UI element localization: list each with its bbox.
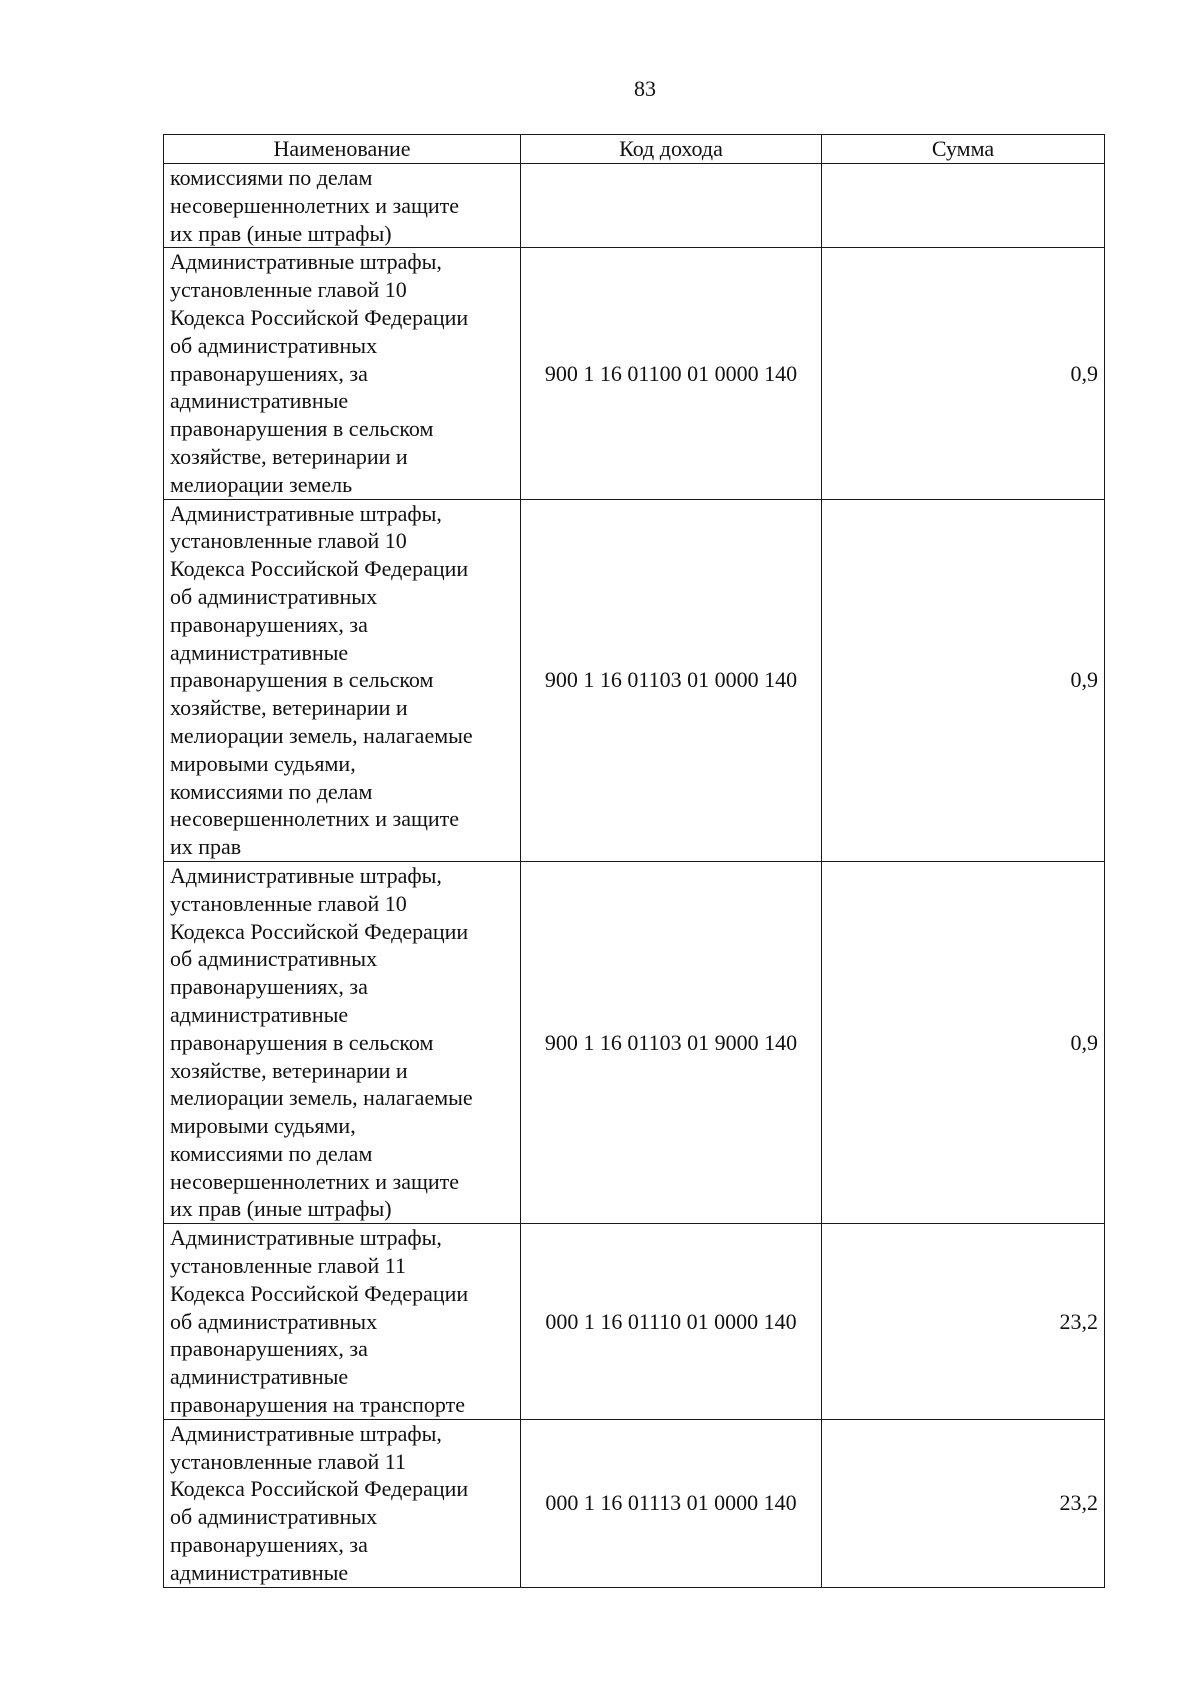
revenue-code-cell: 900 1 16 01100 01 0000 140	[521, 248, 822, 499]
revenue-name-cell: Административные штрафы, установленные главой 11 Кодекса Российской Федерации об административных правонарушениях, за административные	[164, 1419, 521, 1587]
revenue-table	[163, 134, 1105, 1588]
table-row	[164, 499, 1105, 861]
revenue-sum-cell: 23,2	[822, 1419, 1105, 1587]
table-row	[164, 1224, 1105, 1420]
header-row	[164, 135, 1105, 164]
revenue-name-cell: Административные штрафы, установленные главой 10 Кодекса Российской Федерации об административных правонарушениях, за административные правонарушения в сельском хозяйстве, ветеринарии и мелиорации земель	[164, 248, 521, 499]
revenue-sum-cell	[822, 164, 1105, 248]
column-header-sum: Сумма	[822, 135, 1105, 164]
table-body	[164, 164, 1105, 1588]
table-row	[164, 164, 1105, 248]
revenue-code-cell: 000 1 16 01110 01 0000 140	[521, 1224, 822, 1420]
table-row	[164, 248, 1105, 499]
revenue-sum-cell: 0,9	[822, 861, 1105, 1223]
table-header	[164, 135, 1105, 164]
revenue-sum-cell: 0,9	[822, 248, 1105, 499]
revenue-sum-cell: 0,9	[822, 499, 1105, 861]
revenue-name-cell: Административные штрафы, установленные главой 10 Кодекса Российской Федерации об административных правонарушениях, за административные правонарушения в сельском хозяйстве, ветеринарии и мелиорации земель, налагаемые мировыми судьями, комиссиями по делам несовершеннолетних и защите их прав	[164, 499, 521, 861]
revenue-name-cell: Административные штрафы, установленные главой 11 Кодекса Российской Федерации об административных правонарушениях, за административные правонарушения на транспорте	[164, 1224, 521, 1420]
revenue-name-cell: Административные штрафы, установленные главой 10 Кодекса Российской Федерации об административных правонарушениях, за административные правонарушения в сельском хозяйстве, ветеринарии и мелиорации земель, налагаемые мировыми судьями, комиссиями по делам несовершеннолетних и защите их прав (иные штрафы)	[164, 861, 521, 1223]
revenue-code-cell: 900 1 16 01103 01 0000 140	[521, 499, 822, 861]
revenue-code-cell: 000 1 16 01113 01 0000 140	[521, 1419, 822, 1587]
table-row	[164, 1419, 1105, 1587]
revenue-name-cell: комиссиями по делам несовершеннолетних и защите их прав (иные штрафы)	[164, 164, 521, 248]
revenue-code-cell: 900 1 16 01103 01 9000 140	[521, 861, 822, 1223]
column-header-code: Код дохода	[521, 135, 822, 164]
column-header-name: Наименование	[164, 135, 521, 164]
page-number: 83	[634, 76, 656, 101]
table-row	[164, 861, 1105, 1223]
revenue-sum-cell: 23,2	[822, 1224, 1105, 1420]
revenue-code-cell	[521, 164, 822, 248]
